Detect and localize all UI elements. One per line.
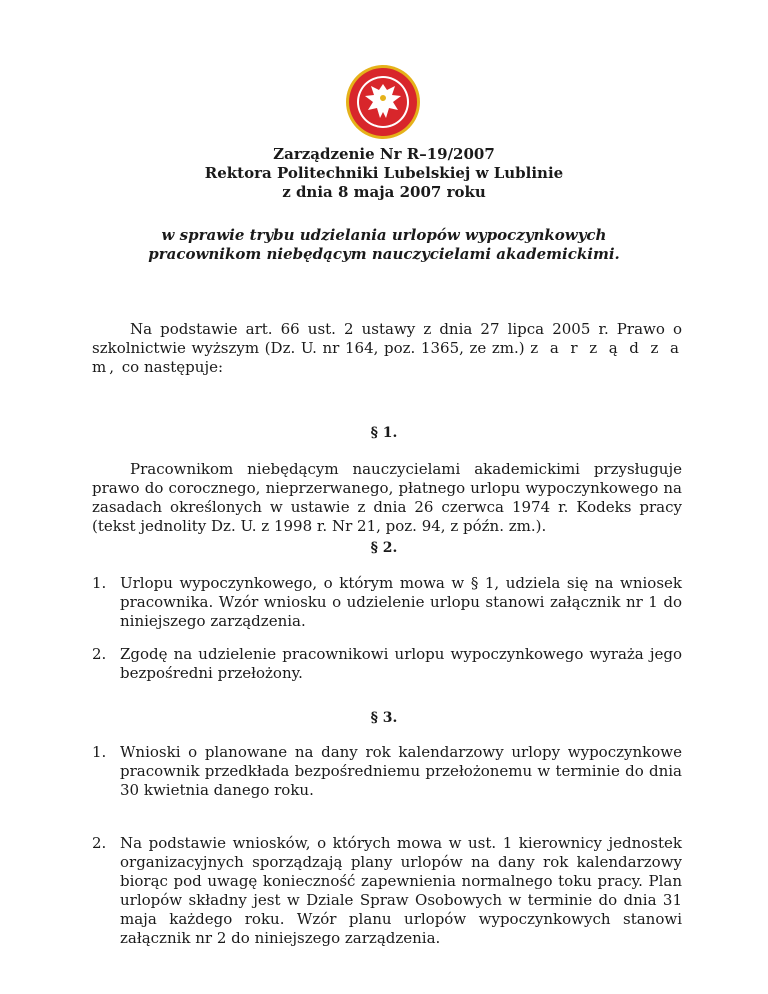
list-item-text: Wnioski o planowane na dany rok kalendarzowy urlopy wypoczynkowe pracownik przedkłada bezpośredniemu przełożonemu w terminie do dnia 30 kwietnia danego roku.	[120, 743, 682, 799]
section-heading-1: § 1.	[370, 425, 398, 441]
decree-word: z a r z ą d z a m,	[92, 339, 682, 376]
section-1-text: Pracownikom niebędącym nauczycielami akademickimi przysługuje prawo do corocznego, nieprzerwanego, płatnego urlopu wypoczynkowego na zasadach określonych w ustawie z dnia 26 czerwca 1974 r. Kodeks pracy (tekst jednolity Dz. U. z 1998 r. Nr 21, poz. 94, z późn. zm.).	[92, 460, 682, 535]
section-heading-3: § 3.	[370, 710, 398, 726]
list-item	[92, 645, 682, 683]
document-subject	[0, 226, 768, 264]
issuer: Rektora Politechniki Lubelskiej w Lublinie	[204, 164, 564, 182]
list-item	[92, 574, 682, 631]
list-item-number: 1.	[92, 743, 107, 761]
decree-date: z dnia 8 maja 2007 roku	[282, 183, 486, 201]
section-heading-2: § 2.	[370, 540, 398, 556]
list-item-number: 2.	[92, 645, 107, 663]
subject-line-2: pracownikom niebędącym nauczycielami akademickimi.	[148, 245, 620, 263]
preamble-text: Na podstawie art. 66 ust. 2 ustawy z dnia 27 lipca 2005 r. Prawo o szkolnictwie wyższym (Dz. U. nr 164, poz. 1365, ze zm.)	[92, 320, 682, 357]
list-item	[92, 834, 682, 948]
section-1-body	[92, 460, 682, 536]
list-item-number: 1.	[92, 574, 107, 592]
preamble-tail: co następuje:	[121, 358, 224, 376]
list-item-number: 2.	[92, 834, 107, 852]
list-item-text: Urlopu wypoczynkowego, o którym mowa w § 1, udziela się na wniosek pracownika. Wzór wniosku o udzielenie urlopu stanowi załącznik nr 1 do niniejszego zarządzenia.	[120, 574, 682, 630]
list-item	[92, 743, 682, 800]
document-header	[0, 145, 768, 202]
list-item-text: Zgodę na udzielenie pracownikowi urlopu wypoczynkowego wyraża jego bezpośredni przełożony.	[120, 645, 682, 682]
list-item-text: Na podstawie wniosków, o których mowa w ust. 1 kierownicy jednostek organizacyjnych sporządzają plany urlopów na dany rok kalendarzowy biorąc pod uwagę konieczność zapewnienia normalnego toku pracy. Plan urlopów składny jest w Dziale Spraw Osobowych w terminie do dnia 31 maja każdego roku. Wzór planu urlopów wypoczynkowych stanowi załącznik nr 2 do niniejszego zarządzenia.	[120, 834, 682, 947]
eagle-crest-icon	[343, 62, 423, 142]
decree-number: Zarządzenie Nr R–19/2007	[273, 145, 495, 163]
subject-line-1: w sprawie trybu udzielania urlopów wypoczynkowych	[161, 226, 607, 244]
preamble	[92, 320, 682, 377]
